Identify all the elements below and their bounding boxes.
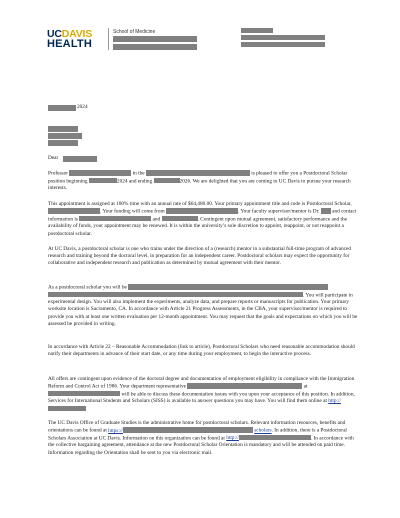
paragraph-graduate-studies: The UC Davis Office of Graduate Studies is the administrative home for postdoctoral scholars. Relevant information resources, benefits and orientations can be found at https:// scholars. In addition, there is a Postdoctoral Scholars Association at UC Davis. Information on this organization can be found at http:// . In accordance with the collective bargaining agreement, attendance at the new Postdoctoral Scholar Orientation is mandatory and will be attended on paid time. Information regarding the Orientation shall be sent to you via electronic mail. [48, 420, 354, 456]
letterhead-divider [108, 28, 109, 50]
scholars-link[interactable]: scholars [254, 427, 272, 434]
redacted-grad-url [123, 427, 253, 433]
redacted-title-code [48, 208, 100, 214]
paragraph-duties: As a postdoctoral scholar you will be . You will participate in experimental design. You will also implement the experiments, analyze data, and prepare reports or manuscripts for publication. Your primary worksite location is Sacramento, CA. In accordance with Article 21 Progress Assessments, in the CBA, your supervisor/mentor is required to provide you with at least one written evaluation per 12-month appointment. You may request that the goals and expectations on which you will be assessed be provided in writing. [48, 284, 358, 327]
redacted-representative [187, 383, 302, 389]
letter-date-year: 2024 [77, 104, 88, 110]
redacted-address-line-3 [241, 42, 325, 47]
paragraph-offer: Professor in the is pleased to offer you a Postdoctoral Scholar position beginning 2024 and ending 2026. We are delighted that you are coming to UC Davis to pursue your research interests. [48, 170, 351, 192]
redacted-mentor-phone [162, 216, 198, 222]
paragraph-appointment: This appointment is assigned at 100% time with an annual rate of $64,480.00. Your primary appointment title and code is Postdoctoral Scholar, . Your funding will come from . Your faculty supervisor/mentor is Dr. and contact information is and . Contingent upon mutual agreement, satisfactory performance and the availability of funds, your appointment may be renewed. It is within the university’s sole discretion to appoint, reappoint, or not reappoint a postdoctoral scholar. [48, 201, 357, 237]
paragraph-accommodation: In accordance with Article 22 – Reasonable Accommodation (link to article), Postdoctoral Scholars who need reasonable accommodation should notify their departments in advance of their start date, or any time during your employment, to begin the interactive process. [48, 344, 355, 358]
redacted-recipient-line-3 [48, 140, 78, 146]
redacted-recipient-line-2 [48, 133, 82, 139]
redacted-address-line-1 [241, 28, 273, 33]
redacted-school-line-1 [113, 36, 197, 42]
redacted-recipient-line-1 [48, 126, 78, 132]
paragraph-eligibility: All offers are contingent upon evidence of the doctoral degree and documentation of employment eligibility in compliance with the Immigration Reform and Control Act of 1986. Your department representative at will be able to discuss these documentation issues with you upon your acceptance of this position. In addition, Services for International Students and Scholars (SISS) is available to answer questions you may have. You will find them online at http:// [48, 376, 358, 413]
redacted-rep-contact [48, 391, 120, 397]
redacted-school-line-2 [113, 44, 197, 50]
redacted-recipient-name [63, 156, 97, 162]
psa-link[interactable]: http:// [226, 435, 311, 441]
siss-link[interactable]: http:// [328, 398, 341, 405]
redacted-psa-url [239, 435, 311, 441]
school-name: School of Medicine [113, 29, 156, 35]
graduate-studies-link[interactable]: https:// [108, 428, 253, 434]
redacted-department [146, 170, 250, 176]
health-logo: HEALTH [47, 38, 92, 50]
redacted-end-date [154, 178, 180, 184]
redacted-date [48, 105, 76, 111]
redacted-duties-1 [128, 284, 328, 290]
salutation: Dear [48, 155, 59, 161]
redacted-address-line-2 [241, 35, 325, 40]
redacted-professor [69, 170, 131, 176]
paragraph-definition: At UC Davis, a postdoctoral scholar is one who trains under the direction of a (research) mentor in a substantial full-time program of advanced research and training beyond the doctoral level, in preparation for an independent career. Postdoctoral scholars may expect the opportunity for collaborative and independent research and publication as determined by mutual agreement with their mentor. [48, 246, 352, 267]
uc-davis-logo: UCDAVIS [47, 28, 93, 40]
redacted-mentor-email [79, 216, 151, 222]
redacted-funding-source [166, 208, 238, 214]
redacted-siss-url [48, 406, 86, 412]
redacted-duties-2 [48, 292, 303, 298]
redacted-start-date [89, 178, 117, 184]
redacted-mentor-name [321, 208, 331, 214]
